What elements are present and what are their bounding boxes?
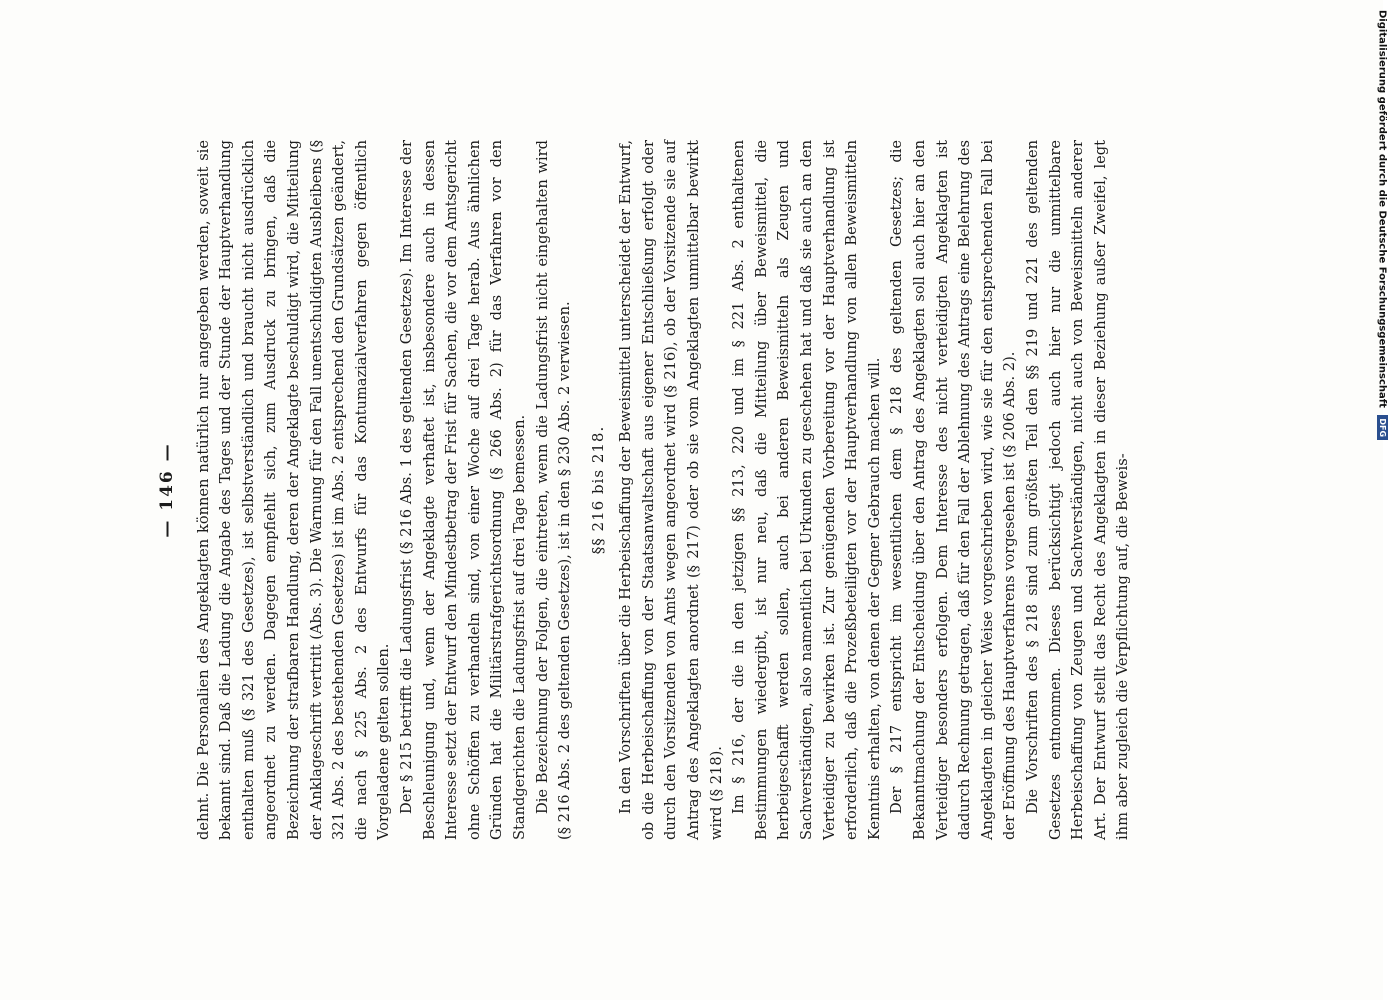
dfg-logo: DFG [1377,415,1388,440]
paragraph-2: Der § 215 betrifft die Ladungsfrist (§ 216 Abs. 1 des geltenden Gesetzes). Im Interesse der Beschleunigung und, wenn der Angeklagte verhaftet ist, insbesondere auch in dessen Interesse setzt der Entwurf den Mindestbetrag der Frist für Sachen, die vor dem Amtsgericht ohne Schöffen zu verhandeln sind, von einer Woche auf drei Tage herab. Aus ähnlichen Gründen hat die Militärstrafgerichtsordnung (§ 266 Abs. 2) für das Verfahren vor den Standgerichten die Ladungsfrist auf drei Tage bemessen. [397,140,528,840]
page-number: — 146 — [157,442,177,538]
paragraph-7: Die Vorschriften des § 218 sind zum größten Teil den §§ 219 und 221 des geltenden Gesetzes entnommen. Dieses berücksichtigt jedoch auch hier nur die unmittelbare Herbeischaffung von Zeugen und Sachverständigen, nicht auch von Beweismitteln anderer Art. Der Entwurf stellt das Recht des Angeklagten in dieser Beziehung außer Zweifel, legt ihm aber zugleich die Verpflichtung auf, die Beweis- [1023,140,1132,840]
paragraph-4: In den Vorschriften über die Herbeischaffung der Beweismittel unterscheidet der Entwurf, ob die Herbeischaffung von der Staatsanwaltschaft aus eigener Entschließung erfolgt oder durch den Vorsitzenden von Amts wegen angeordnet wird (§ 216), ob der Vorsitzende sie auf Antrag des Angeklagten anordnet (§ 217) oder ob sie vom Angeklagten unmittelbar bewirkt wird (§ 218). [617,140,725,840]
paragraph-3: Die Bezeichnung der Folgen, die eintreten, wenn die Ladungsfrist nicht eingehalten wird (§ 216 Abs. 2 des geltenden Gesetzes), ist in den § 230 Abs. 2 verwiesen. [533,140,574,840]
section-heading: §§ 216 bis 218. [588,425,607,555]
rotated-text-block [157,140,1132,840]
dfg-credit [1377,10,1388,970]
paragraph-6: Der § 217 entspricht im wesentlichen dem § 218 des geltenden Gesetzes; die Bekanntmachung der Entscheidung über den Antrag des Angeklagten soll auch hier an den Verteidiger besonders erfolgen. Dem Interesse des nicht verteidigten Angeklagten ist dadurch Rechnung getragen, daß für den Fall der Ablehnung des Antrags eine Belehrung des Angeklagten in gleicher Weise vorgeschrieben wird, wie sie für den entsprechenden Fall bei der Eröffnung des Hauptverfahrens vorgesehen ist (§ 206 Abs. 2). [888,140,1019,840]
credit-text: Digitalisierung gefördert durch die Deutsche Forschungsgemeinschaft [1376,10,1388,408]
paragraph-5: Im § 216, der die in den jetzigen §§ 213, 220 und im § 221 Abs. 2 enthaltenen Bestimmungen wiedergibt, ist nur neu, daß die Mitteilung über Beweismittel, die herbeigeschafft werden sollen, auch bei anderen Beweismitteln als Zeugen und Sachverständigen, also namentlich bei Urkunden zu geschehen hat und daß sie auch an den Verteidiger zu bewirken ist. Zur genügenden Vorbereitung vor der Hauptverhandlung ist erforderlich, daß die Prozeßbeteiligten vor der Hauptverhandlung von allen Beweismitteln Kenntnis erhalten, von denen der Gegner Gebrauch machen will. [730,140,883,840]
paragraph-1: dehnt. Die Personalien des Angeklagten können natürlich nur angegeben werden, soweit sie bekannt sind. Daß die Ladung die Angabe des Tages und der Stunde der Hauptverhandlung enthalten muß (§ 321 des Gesetzes), ist selbstverständlich und braucht nicht ausdrücklich angeordnet zu werden. Dagegen empfiehlt sich, zum Ausdruck zu bringen, daß die Bezeichnung der strafbaren Handlung, deren der Angeklagte beschuldigt wird, die Mitteilung der Anklageschrift vertritt (Abs. 3). Die Warnung für den Fall unentschuldigten Ausbleibens (§ 321 Abs. 2 des bestehenden Gesetzes) ist im Abs. 2 entsprechend den Grundsätzen geändert, die nach § 225 Abs. 2 des Entwurfs für das Kontumazialverfahren gegen öffentlich Vorgeladene gelten sollen. [194,140,393,840]
